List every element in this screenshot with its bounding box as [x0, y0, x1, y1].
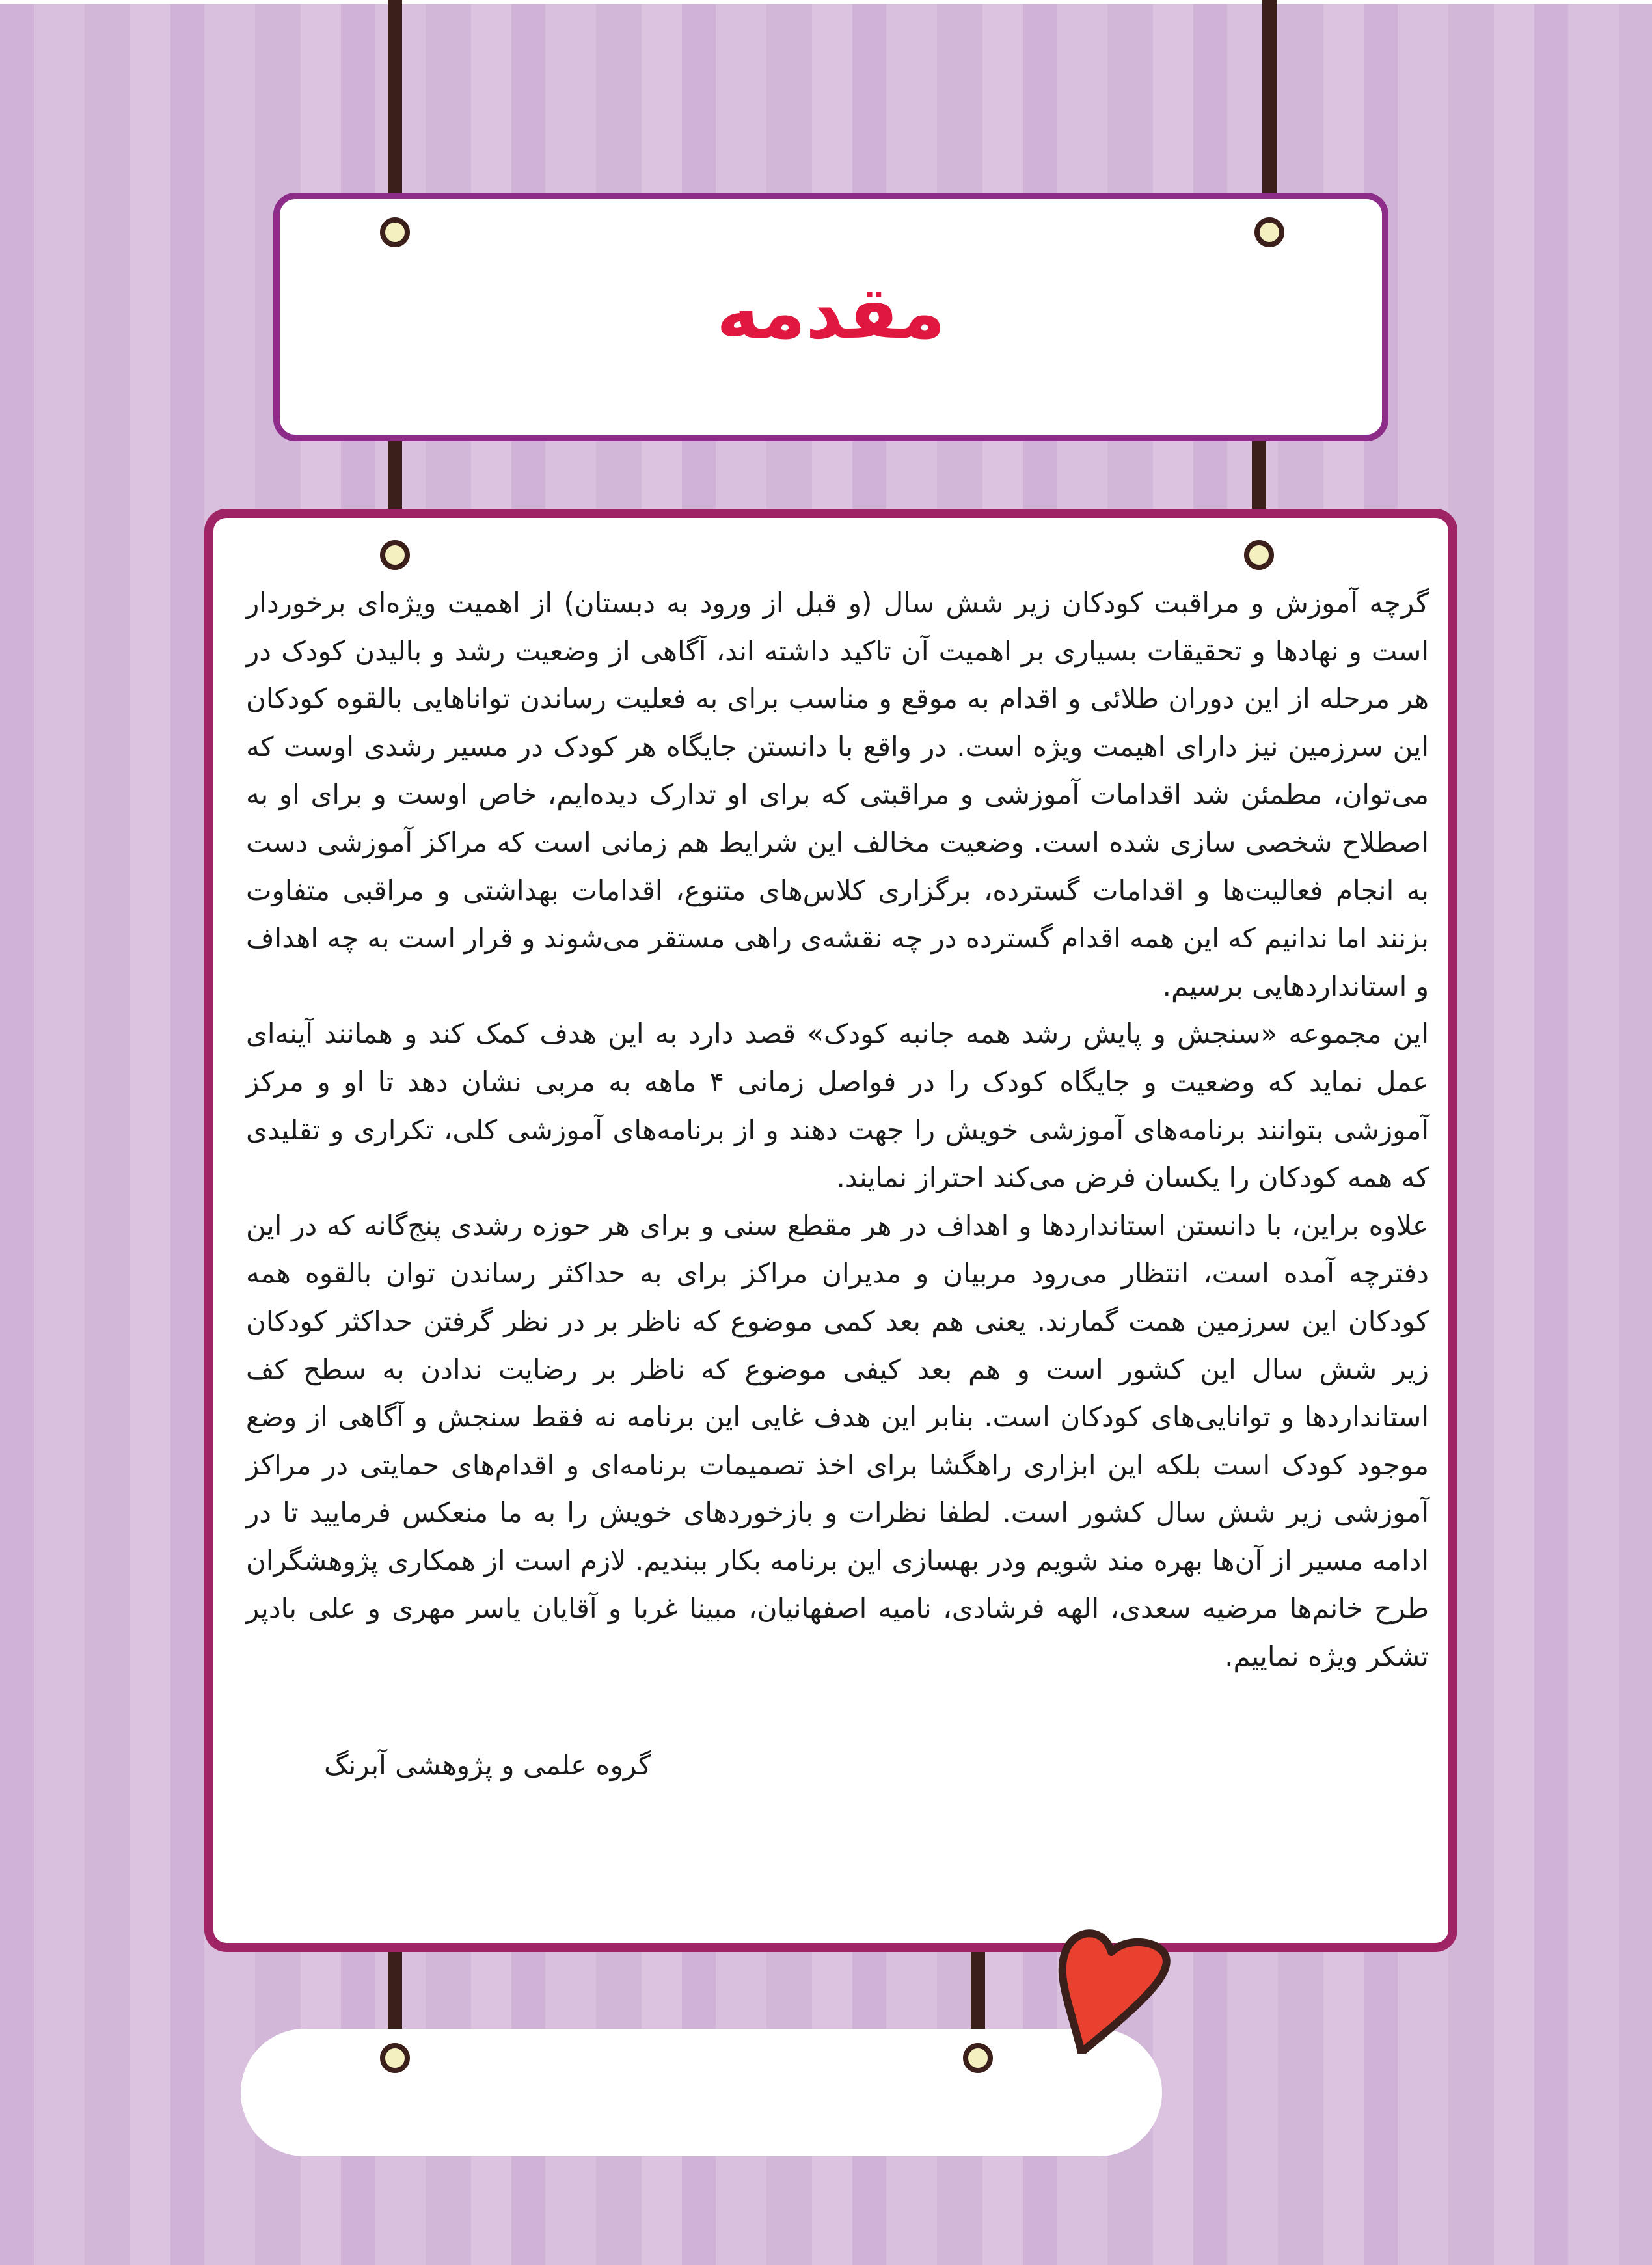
content-board [204, 509, 1457, 1952]
paragraph: علاوه براین، با دانستن استانداردها و اهداف در هر مقطع سنی و برای هر حوزه رشدی پنج‌گانه که در این دفترچه آمده است، انتظار می‌رود مربیان و مدیران مراکز برای به حداکثر رساندن توان بالقوه همه کودکان این سرزمین همت گمارند. یعنی هم بعد کمی موضوع که ناظر بر در نظر گرفتن حداکثر کودکان زیر شش سال این کشور است و هم بعد کیفی موضوع که ناظر بر رضایت ندادن به سطح کف استانداردها و توانایی‌های کودکان است. بنابر این هدف غایی این برنامه نه فقط سنجش و آگاهی از وضع موجود کودک است بلکه این ابزاری راهگشا برای اخذ تصمیمات برنامه‌ای و اقدام‌های حمایتی در مراکز آموزشی زیر شش سال کشور است. لطفا نظرات و بازخوردهای خویش را به ما منعکس فرمایید تا در ادامه مسیر از آن‌ها بهره مند شویم ودر بهسازی این برنامه بکار ببندیم. لازم است از همکاری پژوهشگران طرح خانم‌ها مرضیه سعدی، الهه فرشادی، نامیه اصفهانیان، مبینا غربا و آقایان یاسر مهری و علی بادپر تشکر ویژه نماییم. [246, 1209, 1429, 1673]
hanging-ring [1254, 217, 1284, 247]
signature: گروه علمی و پژوهشی آبرنگ [324, 1749, 651, 1781]
page-title: مقدمه [716, 271, 945, 355]
hanging-ring [380, 2043, 410, 2073]
body-text [246, 579, 1429, 1681]
paragraph: گرچه آموزش و مراقبت کودکان زیر شش سال (و قبل از ورود به دبستان) از اهمیت ویژه‌ای برخوردار است و نهادها و تحقیقات بسیاری بر اهمیت آن تاکید داشته اند، آگاهی از وضعیت رشد و بالیدن کودک در هر مرحله از این دوران طلائی و اقدام به موقع و مناسب برای به فعلیت رساندن تواناهایی بالقوه کودکان این سرزمین نیز دارای اهیمت ویژه است. در واقع با دانستن جایگاه هر کودک در مسیر رشدی اوست که می‌توان، مطمئن شد اقدامات آموزشی و مراقبتی که برای او تدارک دیده‌ایم، خاص اوست و برای او به اصطلاح شخصی سازی شده است. وضعیت مخالف این شرایط هم زمانی است که مراکز آموزشی دست به انجام فعالیت‌ها و اقدامات گسترده، برگزاری کلاس‌های متنوع، اقدامات بهداشتی و مراقبی متفاوت بزنند اما ندانیم که این همه اقدام گسترده در چه نقشه‌ی راهی مستقر می‌شوند و قرار است به چه اهداف و استانداردهایی برسیم. [246, 587, 1429, 1002]
bottom-board [241, 2029, 1162, 2156]
top-strip [0, 0, 1652, 4]
hanging-ring [963, 2043, 993, 2073]
heart-icon [1051, 1910, 1195, 2054]
paragraph: این مجموعه «سنجش و پایش رشد همه جانبه کودک» قصد دارد به این هدف کمک کند و همانند آینه‌ای عمل نماید که وضعیت و جایگاه کودک را در فواصل زمانی ۴ ماهه به مربی نشان دهد تا او و مرکز آموزشی بتوانند برنامه‌های آموزشی خویش را جهت دهند و از برنامه‌های آموزشی کلی، تکراری و تقلیدی که همه کودکان را یکسان فرض می‌کند احتراز نمایند. [246, 1018, 1429, 1194]
hanging-ring [380, 217, 410, 247]
hanging-ring [380, 540, 410, 570]
hanging-ring [1244, 540, 1274, 570]
title-board [273, 193, 1388, 441]
